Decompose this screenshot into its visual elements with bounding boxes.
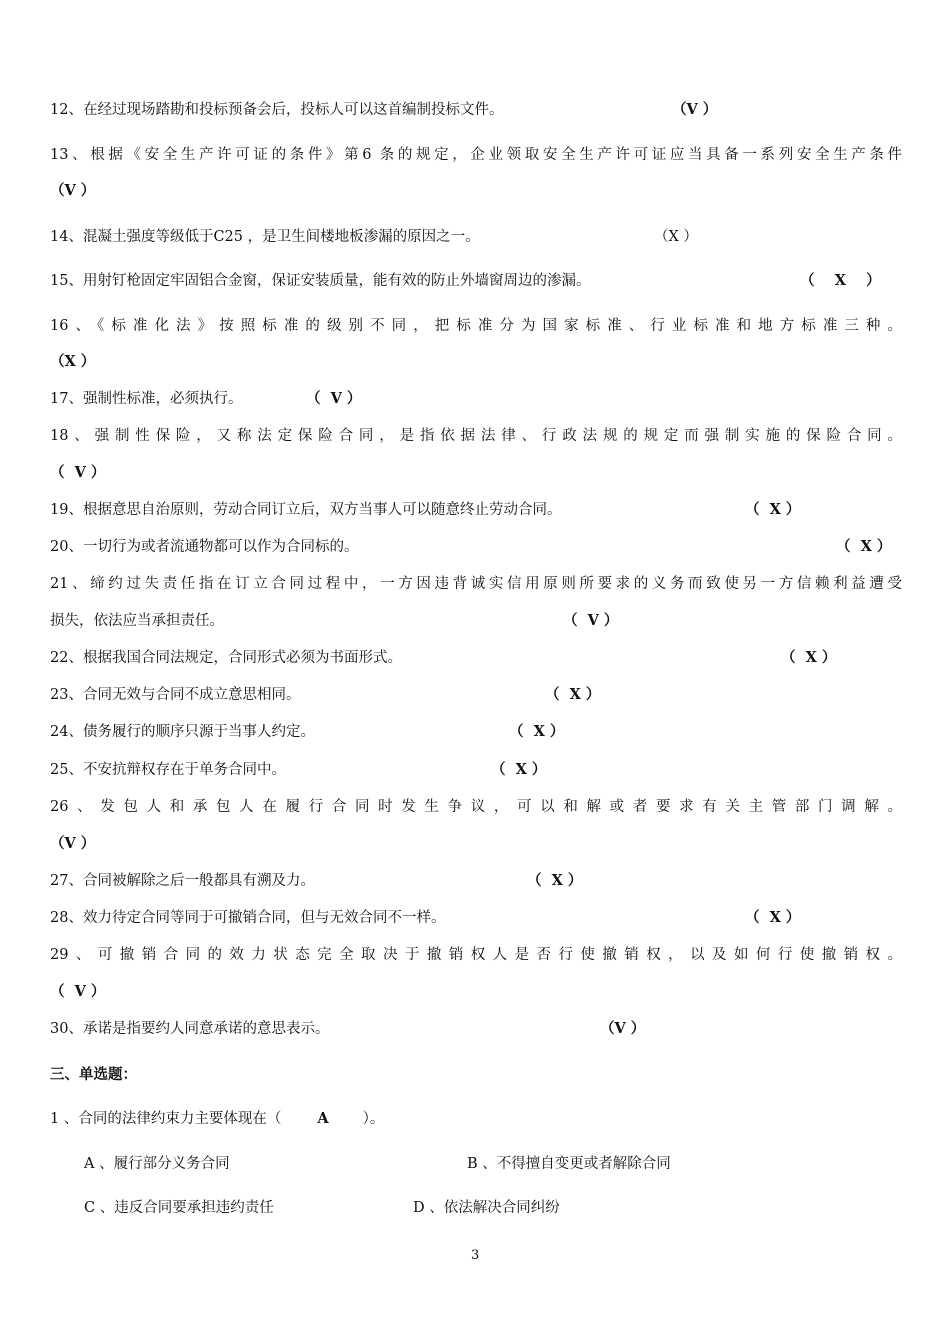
answer-19: （ X ） bbox=[745, 501, 801, 518]
answer-22: （ X ） bbox=[781, 649, 837, 666]
mc-question-1 bbox=[50, 1109, 384, 1129]
answer-25: （ X ） bbox=[491, 761, 547, 778]
answer-29: （ V ） bbox=[50, 983, 106, 1000]
tf-item-22: 22、根据我国合同法规定，合同形式必须为书面形式。 bbox=[50, 650, 402, 666]
tf-item-30: 30、承诺是指要约人同意承诺的意思表示。 bbox=[50, 1021, 330, 1037]
tf-item-20: 20、一切行为或者流通物都可以作为合同标的。 bbox=[50, 539, 359, 555]
tf-item-26: 26、发包人和承包人在履行合同时发生争议，可以和解或者要求有关主管部门调解。 bbox=[50, 799, 902, 815]
mc-option-d: D 、依法解决合同纠纷 bbox=[413, 1200, 560, 1216]
answer-28: （ X ） bbox=[745, 909, 801, 926]
tf-item-17: 17、强制性标准，必须执行。 bbox=[50, 391, 243, 407]
answer-12: （V ） bbox=[672, 101, 718, 118]
mc-answer: A bbox=[317, 1110, 329, 1127]
tf-item-12: 12、在经过现场踏勘和投标预备会后，投标人可以这首编制投标文件。 bbox=[50, 102, 504, 118]
answer-21: （ V ） bbox=[563, 612, 619, 629]
answer-30: （V ） bbox=[600, 1020, 646, 1037]
tf-item-19: 19、根据意思自治原则，劳动合同订立后，双方当事人可以随意终止劳动合同。 bbox=[50, 502, 562, 518]
tf-item-13: 13、根据《安全生产许可证的条件》第6 条的规定，企业领取安全生产许可证应当具备一系列安全生产条件 bbox=[50, 147, 902, 163]
answer-24: （ X ） bbox=[509, 723, 565, 740]
mc-question-end: ）。 bbox=[362, 1111, 385, 1127]
tf-item-28: 28、效力待定合同等同于可撤销合同，但与无效合同不一样。 bbox=[50, 910, 446, 926]
answer-14: （X ） bbox=[654, 229, 698, 245]
page-number: 3 bbox=[471, 1248, 480, 1263]
answer-27: （ X ） bbox=[527, 872, 583, 889]
mc-option-b: B 、不得擅自变更或者解除合同 bbox=[467, 1156, 671, 1172]
answer-26: （V ） bbox=[50, 835, 96, 852]
mc-question-text: 1 、合同的法律约束力主要体现在（ bbox=[50, 1111, 282, 1127]
tf-item-25: 25、不安抗辩权存在于单务合同中。 bbox=[50, 762, 286, 778]
section-heading: 三、单选题： bbox=[50, 1066, 137, 1083]
tf-item-16: 16、《标准化法》按照标准的级别不同，把标准分为国家标准、行业标准和地方标准三种。 bbox=[50, 318, 902, 334]
answer-23: （ X ） bbox=[545, 686, 601, 703]
tf-item-21-cont: 损失，依法应当承担责任。 bbox=[50, 613, 224, 629]
answer-17: （ V ） bbox=[306, 390, 362, 407]
answer-13: （V ） bbox=[50, 182, 96, 199]
tf-item-23: 23、合同无效与合同不成立意思相同。 bbox=[50, 687, 301, 703]
tf-item-18: 18、强制性保险，又称法定保险合同，是指依据法律、行政法规的规定而强制实施的保险合同。 bbox=[50, 428, 902, 444]
mc-option-c: C 、违反合同要承担违约责任 bbox=[84, 1200, 274, 1216]
mc-option-a: A 、履行部分义务合同 bbox=[84, 1156, 230, 1172]
tf-item-27: 27、合同被解除之后一般都具有溯及力。 bbox=[50, 873, 315, 889]
tf-item-15: 15、用射钉枪固定牢固铝合金窗，保证安装质量，能有效的防止外墙窗周边的渗漏。 bbox=[50, 273, 591, 289]
answer-15: （ X ） bbox=[800, 272, 881, 289]
answer-20: （ X ） bbox=[836, 538, 892, 555]
tf-item-24: 24、债务履行的顺序只源于当事人约定。 bbox=[50, 724, 315, 740]
tf-item-29: 29、可撤销合同的效力状态完全取决于撤销权人是否行使撤销权，以及如何行使撤销权。 bbox=[50, 947, 902, 963]
answer-18: （ V ） bbox=[50, 464, 106, 481]
tf-item-14: 14、混凝土强度等级低于C25 ，是卫生间楼地板渗漏的原因之一。 bbox=[50, 229, 480, 245]
answer-16: （X ） bbox=[50, 353, 96, 370]
tf-item-21: 21、缔约过失责任指在订立合同过程中，一方因违背诚实信用原则所要求的义务而致使另一方信赖利益遭受 bbox=[50, 576, 902, 592]
